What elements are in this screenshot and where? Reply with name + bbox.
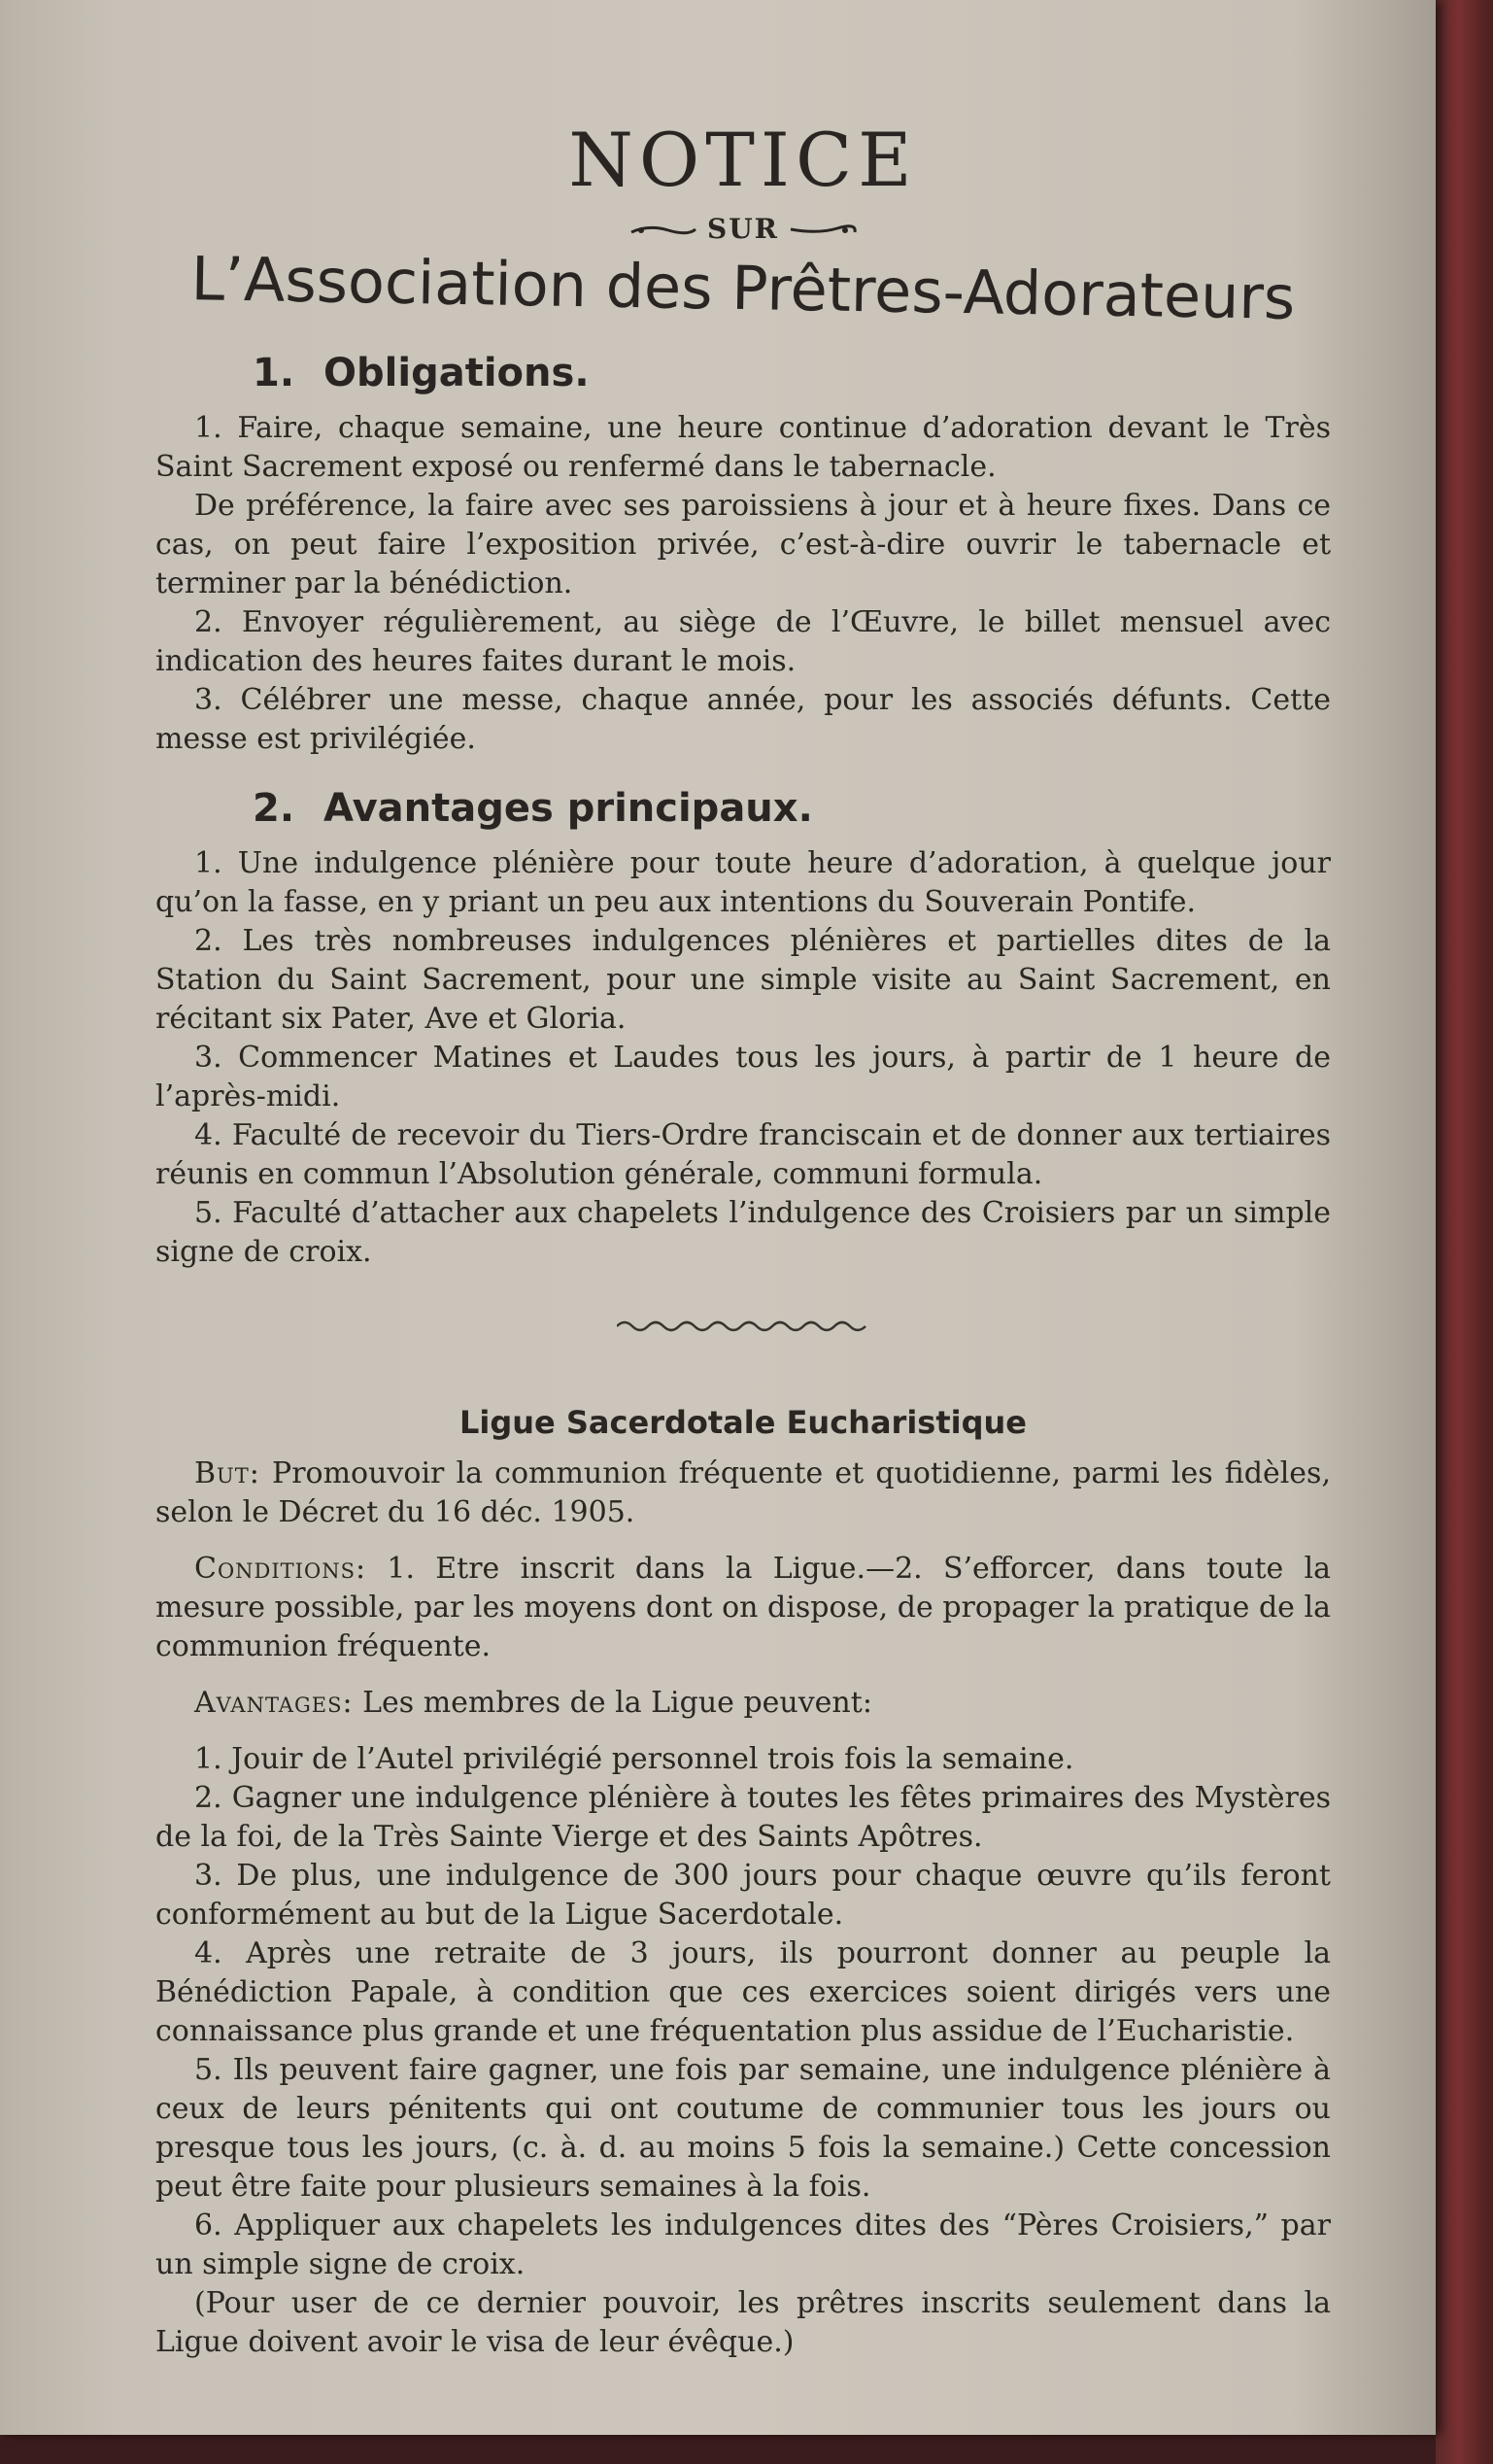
- paragraph: 1. Faire, chaque semaine, une heure continue d’adoration devant le Très Saint Sacrement exposé ou renfermé dans le tabernacle.: [155, 411, 1331, 484]
- section-heading-text: Avantages principaux.: [323, 786, 813, 831]
- notice-header: [155, 117, 1331, 333]
- section-number: 2.: [253, 786, 295, 831]
- section-heading-text: Obligations.: [323, 351, 590, 395]
- left-flourish-icon: [629, 221, 697, 238]
- ligue-item: 2. Gagner une indulgence plénière à toutes les fêtes primaires des Mystères de la foi, de la Très Sainte Vierge et des Saints Apôtres.: [155, 1781, 1331, 1854]
- right-flourish-icon: [789, 221, 857, 238]
- but-label: But:: [194, 1456, 260, 1490]
- paragraph: 3. Commencer Matines et Laudes tous les jours, à partir de 1 heure de l’après-midi.: [155, 1041, 1331, 1113]
- wavy-divider-icon: [617, 1317, 869, 1336]
- page-content: [155, 117, 1331, 2362]
- avantages-text: Les membres de la Ligue peuvent:: [362, 1686, 872, 1720]
- conditions-text: 1. Etre inscrit dans la Ligue.—2. S’efforcer, dans toute la mesure possible, par les moyens dont on dispose, de propager la pratique de la communion fréquente.: [155, 1552, 1332, 1663]
- ligue-item: 6. Appliquer aux chapelets les indulgences dites des “Pères Croisiers,” par un simple signe de croix.: [155, 2208, 1331, 2281]
- ligue-heading: Ligue Sacerdotale Eucharistique: [458, 1404, 1027, 1441]
- ligue-item: 5. Ils peuvent faire gagner, une fois par semaine, une indulgence plénière à ceux de leurs pénitents qui ont coutume de communier tous les jours ou presque tous les jours, (c. à. d. au moins 5 fois la semaine.) Cette concession peut être faite pour plusieurs semaines à la fois.: [155, 2053, 1331, 2204]
- paragraph: De préférence, la faire avec ses paroissiens à jour et à heure fixes. Dans ce cas, on peut faire l’exposition privée, c’est-à-dire ouvrir le tabernacle et terminer par la bénédiction.: [155, 489, 1331, 600]
- notice-heading: NOTICE: [568, 117, 918, 203]
- association-title: L’Association des Prêtres-Adorateurs: [190, 243, 1296, 333]
- sur-label: SUR: [707, 213, 779, 245]
- book-spine-edge: [1436, 0, 1493, 2464]
- paragraph: 3. Célébrer une messe, chaque année, pour les associés défunts. Cette messe est privilégiée.: [155, 683, 1331, 756]
- sur-ornament-row: [155, 213, 1331, 245]
- ligue-note: (Pour user de ce dernier pouvoir, les prêtres inscrits seulement dans la Ligue doivent avoir le visa de leur évêque.): [155, 2286, 1331, 2359]
- but-text: Promouvoir la communion fréquente et quotidienne, parmi les fidèles, selon le Décret du 16 déc. 1905.: [155, 1456, 1331, 1529]
- ligue-item: 1. Jouir de l’Autel privilégié personnel trois fois la semaine.: [194, 1742, 1074, 1776]
- avantages-label: Avantages:: [194, 1686, 354, 1720]
- paragraph: 5. Faculté d’attacher aux chapelets l’indulgence des Croisiers par un simple signe de croix.: [155, 1196, 1331, 1269]
- paragraph: 4. Faculté de recevoir du Tiers-Ordre franciscain et de donner aux tertiaires réunis en commun l’Absolution générale, communi formula.: [155, 1118, 1331, 1191]
- conditions-paragraph: [155, 1550, 1331, 1666]
- ligue-item: 3. De plus, une indulgence de 300 jours pour chaque œuvre qu’ils feront conformément au but de la Ligue Sacerdotale.: [155, 1859, 1331, 1932]
- section-number: 1.: [253, 351, 295, 395]
- paragraph: 1. Une indulgence plénière pour toute heure d’adoration, à quelque jour qu’on la fasse, en y priant un peu aux intentions du Souverain Pontife.: [155, 846, 1331, 919]
- section-heading-avantages: [253, 786, 1331, 831]
- conditions-label: Conditions:: [194, 1552, 367, 1586]
- paragraph: 2. Les très nombreuses indulgences plénières et partielles dites de la Station du Saint Sacrement, pour une simple visite au Saint Sacrement, en récitant six Pater, Ave et Gloria.: [155, 924, 1331, 1036]
- paragraph: 2. Envoyer régulièrement, au siège de l’Œuvre, le billet mensuel avec indication des heures faites durant le mois.: [155, 605, 1331, 678]
- ligue-item: 4. Après une retraite de 3 jours, ils pourront donner au peuple la Bénédiction Papale, à condition que ces exercices soient dirigés vers une connaissance plus grande et une fréquentation plus assidue de l’Eucharistie.: [155, 1936, 1331, 2048]
- but-paragraph: [155, 1454, 1331, 1532]
- avantages-paragraph: [155, 1684, 1331, 1723]
- section-heading-obligations: [253, 351, 1331, 395]
